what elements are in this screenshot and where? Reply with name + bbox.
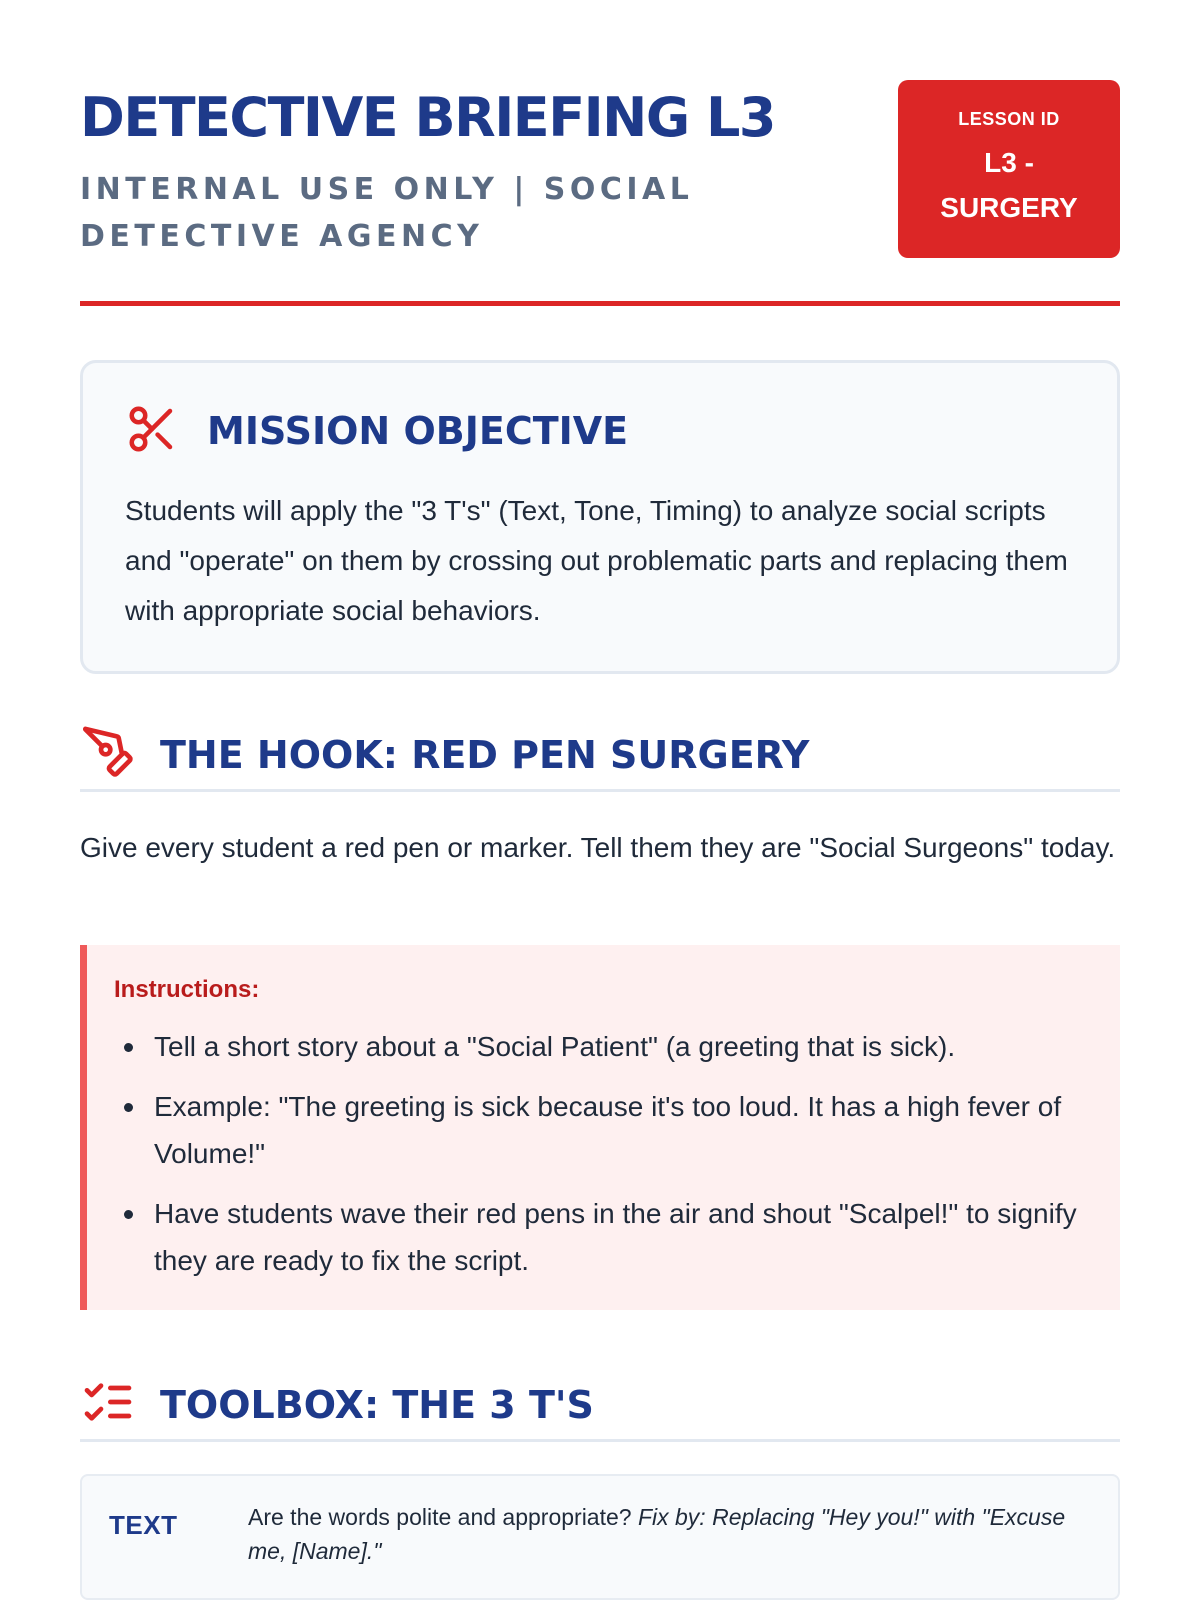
instruction-item: Tell a short story about a "Social Patient" (a greeting that is sick). xyxy=(114,1023,1104,1070)
hook-intro-text: Give every student a red pen or marker. Tell them they are "Social Surgeons" today. xyxy=(80,832,1116,863)
mission-title: MISSION OBJECTIVE xyxy=(207,409,629,453)
mission-heading xyxy=(125,403,628,459)
lesson-id-badge xyxy=(898,80,1120,258)
mission-objective-card xyxy=(80,360,1120,674)
instructions-label: Instructions: xyxy=(114,976,260,1003)
checklist-icon xyxy=(80,1374,136,1435)
toolbox-row-label: TEXT xyxy=(109,1510,178,1540)
mission-description: Students will apply the "3 T's" (Text, Tone, Timing) to analyze social scripts and "operate" on them by crossing out problematic parts and replacing them with appropriate social behaviors. xyxy=(125,495,1068,626)
hook-section-heading xyxy=(80,720,1120,792)
page-title: DETECTIVE BRIEFING L3 xyxy=(80,86,775,149)
hook-title: THE HOOK: RED PEN SURGERY xyxy=(160,732,810,777)
instructions-callout xyxy=(80,945,1120,1310)
instruction-item: Example: "The greeting is sick because it's too loud. It has a high fever of Volume!" xyxy=(114,1083,1104,1177)
toolbox-row xyxy=(80,1474,1120,1600)
instruction-item: Have students wave their red pens in the air and shout "Scalpel!" to signify they are ready to fix the script. xyxy=(114,1190,1104,1284)
lesson-id-label: LESSON ID xyxy=(958,109,1060,129)
toolbox-section-heading xyxy=(80,1370,1120,1442)
toolbox-title: TOOLBOX: THE 3 T'S xyxy=(160,1382,594,1427)
briefing-header xyxy=(80,80,1120,260)
scissors-icon xyxy=(125,402,179,461)
toolbox-row-description xyxy=(248,1500,1093,1568)
instructions-list xyxy=(114,1023,1104,1297)
pen-tool-icon xyxy=(80,724,136,785)
header-divider xyxy=(80,301,1120,306)
toolbox-row-question: Are the words polite and appropriate? xyxy=(248,1504,632,1530)
page-subtitle: INTERNAL USE ONLY | SOCIAL DETECTIVE AGENCY xyxy=(80,172,694,254)
lesson-id-value: L3 - SURGERY xyxy=(940,147,1078,223)
toolbox-row-fix: Fix by: Replacing "Hey you!" with "Excuse me, [Name]." xyxy=(248,1504,1066,1564)
